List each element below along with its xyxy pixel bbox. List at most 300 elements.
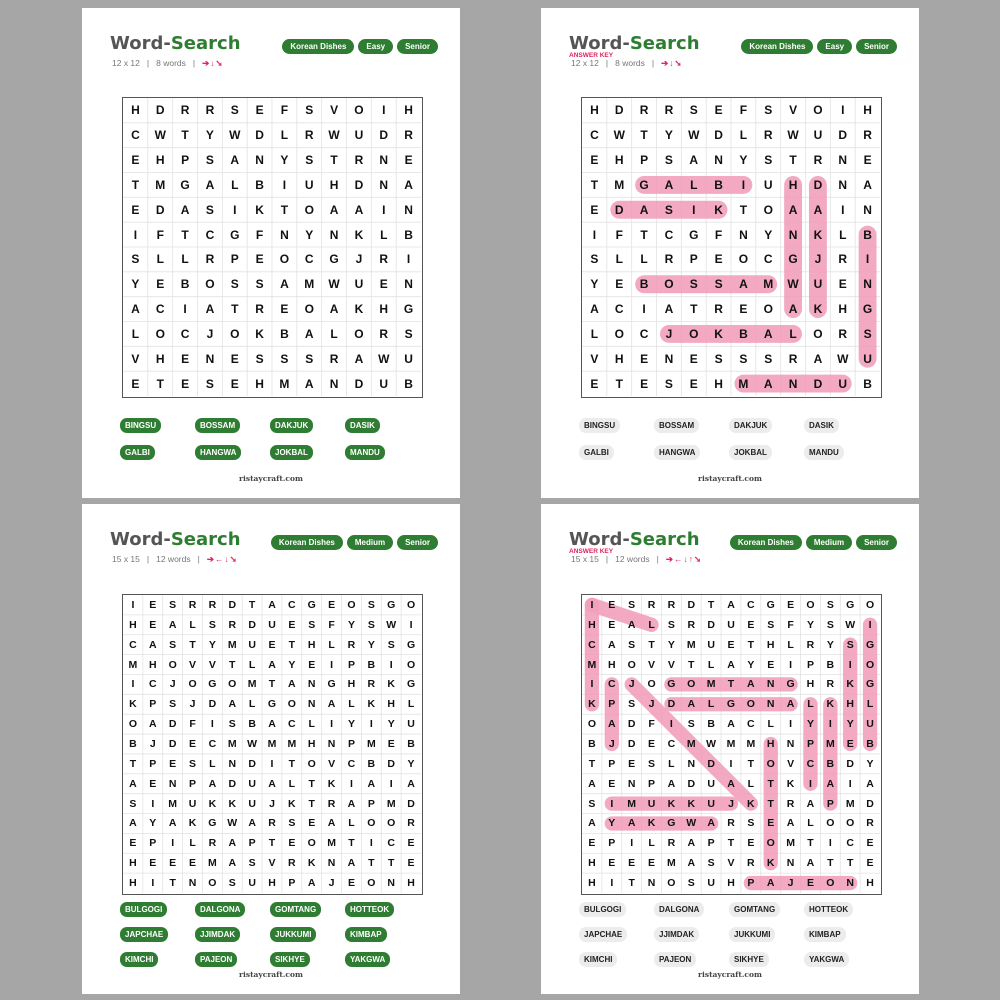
grid-letter: T bbox=[747, 638, 755, 651]
word-list-item: GALBI bbox=[579, 445, 614, 460]
grid-letter: G bbox=[689, 227, 699, 242]
grid-letter: O bbox=[304, 302, 314, 317]
title-part: Word bbox=[569, 33, 623, 54]
word-list-item: BULGOGI bbox=[579, 902, 626, 917]
grid-letter: I bbox=[592, 227, 597, 242]
grid-letter: S bbox=[664, 202, 673, 217]
grid-letter: A bbox=[205, 177, 215, 192]
grid-letter: H bbox=[806, 678, 815, 691]
grid-letter: H bbox=[329, 177, 339, 192]
grid-letter: O bbox=[667, 877, 676, 890]
grid-letter: A bbox=[268, 598, 276, 611]
grid-letter: Y bbox=[866, 757, 874, 770]
grid-letter: N bbox=[404, 277, 413, 292]
grid-letter: T bbox=[846, 857, 854, 870]
answer-key-label: ANSWER KEY bbox=[569, 52, 614, 59]
grid-letter: E bbox=[169, 857, 177, 870]
word-list-item: DALGONA bbox=[195, 902, 245, 917]
grid-letter: W bbox=[688, 128, 700, 143]
grid-letter: S bbox=[826, 618, 834, 631]
word-list-item: MANDU bbox=[804, 445, 844, 460]
grid-letter: A bbox=[739, 277, 748, 292]
grid-letter: O bbox=[188, 678, 197, 691]
grid-letter: A bbox=[208, 777, 217, 790]
grid-letter: E bbox=[255, 103, 264, 118]
grid-letter: V bbox=[131, 351, 140, 366]
grid-letter: G bbox=[180, 177, 190, 192]
grid-letter: H bbox=[788, 177, 798, 192]
grid-letter: Y bbox=[305, 227, 314, 242]
grid-letter: U bbox=[379, 376, 389, 391]
grid-letter: K bbox=[647, 817, 656, 830]
grid-letter: B bbox=[129, 737, 137, 750]
site-footer: ristaycraft.com bbox=[698, 970, 762, 979]
grid-letter: S bbox=[590, 252, 599, 267]
grid-letter: R bbox=[404, 128, 413, 143]
word-list-item: HANGWA bbox=[654, 445, 700, 460]
grid-letter: E bbox=[747, 837, 755, 850]
tag-badge: Senior bbox=[856, 535, 897, 550]
grid-letter: G bbox=[766, 598, 775, 611]
grid-letter: E bbox=[806, 877, 814, 890]
grid-letter: L bbox=[648, 618, 655, 631]
grid-letter: T bbox=[767, 797, 774, 810]
title-part: Word bbox=[569, 529, 623, 550]
grid-letter: O bbox=[155, 326, 165, 341]
grid-letter: S bbox=[404, 326, 413, 341]
grid-letter: S bbox=[628, 638, 636, 651]
grid-letter: A bbox=[727, 658, 735, 671]
grid-letter: R bbox=[664, 252, 674, 267]
grid-letter: S bbox=[767, 618, 775, 631]
grid-letter: G bbox=[387, 598, 396, 611]
grid-letter: G bbox=[865, 678, 875, 691]
grid-letter: R bbox=[407, 817, 415, 830]
grid-letter: R bbox=[205, 103, 215, 118]
grid-letter: D bbox=[255, 128, 264, 143]
grid-letter: A bbox=[707, 817, 715, 830]
grid-letter: E bbox=[608, 777, 616, 790]
grid-letter: D bbox=[168, 737, 177, 750]
grid-letter: E bbox=[863, 153, 872, 168]
grid-letter: E bbox=[181, 351, 190, 366]
grid-letter: N bbox=[188, 877, 197, 890]
grid-letter: R bbox=[205, 252, 215, 267]
word-list-item: BOSSAM bbox=[195, 418, 240, 433]
grid-letter: E bbox=[767, 817, 775, 830]
grid-letter: S bbox=[664, 376, 673, 391]
grid-letter: A bbox=[205, 302, 215, 317]
grid-letter: S bbox=[131, 252, 140, 267]
grid-letter: S bbox=[189, 757, 197, 770]
grid-letter: E bbox=[590, 376, 599, 391]
grid-letter: M bbox=[227, 638, 237, 651]
grid-letter: L bbox=[739, 128, 748, 143]
word-list-item: JOKBAL bbox=[729, 445, 772, 460]
grid-letter: S bbox=[764, 153, 773, 168]
grid-letter: S bbox=[205, 376, 214, 391]
grid-letter: L bbox=[866, 698, 874, 711]
grid-letter: E bbox=[714, 103, 723, 118]
tag-list bbox=[741, 39, 897, 54]
grid-letter: V bbox=[787, 757, 795, 770]
grid-letter: H bbox=[727, 877, 735, 890]
grid-letter: A bbox=[806, 857, 815, 870]
grid-letter: A bbox=[689, 153, 699, 168]
grid-letter: T bbox=[767, 777, 774, 790]
site-footer: ristaycraft.com bbox=[698, 474, 762, 483]
grid-letter: M bbox=[686, 737, 696, 750]
grid-letter: I bbox=[389, 658, 393, 671]
grid-letter: O bbox=[367, 877, 376, 890]
grid-letter: K bbox=[327, 777, 336, 790]
tag-list bbox=[282, 39, 438, 54]
grid-letter: H bbox=[614, 153, 624, 168]
worksheet-page bbox=[541, 8, 919, 498]
grid-letter: R bbox=[188, 598, 197, 611]
grid-letter: O bbox=[664, 277, 674, 292]
grid-letter: S bbox=[288, 817, 296, 830]
grid-letter: D bbox=[813, 177, 823, 192]
grid-letter: E bbox=[189, 857, 197, 870]
grid-letter: V bbox=[328, 757, 336, 770]
grid-letter: H bbox=[129, 877, 137, 890]
title-part: Search bbox=[629, 529, 700, 550]
grid-letter: R bbox=[288, 857, 296, 870]
grid-letter: N bbox=[766, 678, 775, 691]
grid-letter: E bbox=[169, 757, 177, 770]
grid-letter: N bbox=[788, 376, 798, 391]
grid-letter: K bbox=[288, 797, 296, 810]
grid-letter: D bbox=[846, 757, 854, 770]
grid-letter: L bbox=[648, 837, 655, 850]
grid-letter: I bbox=[868, 618, 872, 631]
grid-letter: M bbox=[267, 737, 277, 750]
grid-letter: H bbox=[590, 103, 599, 118]
grid-letter: E bbox=[739, 302, 748, 317]
grid-letter: I bbox=[729, 757, 733, 770]
grid-letter: S bbox=[664, 153, 673, 168]
grid-letter: N bbox=[280, 227, 289, 242]
grid-letter: O bbox=[587, 718, 597, 731]
grid-letter: A bbox=[588, 777, 596, 790]
grid-letter: K bbox=[667, 797, 676, 810]
grid-letter: R bbox=[180, 103, 190, 118]
grid-letter: I bbox=[369, 718, 373, 731]
grid-letter: U bbox=[707, 777, 715, 790]
grid-letter: F bbox=[615, 227, 623, 242]
grid-letter: L bbox=[615, 252, 623, 267]
grid-letter: O bbox=[304, 202, 314, 217]
grid-letter: H bbox=[766, 638, 775, 651]
grid-letter: K bbox=[786, 777, 795, 790]
title-part: Search bbox=[170, 529, 241, 550]
grid-letter: S bbox=[714, 351, 723, 366]
grid-letter: A bbox=[354, 202, 364, 217]
grid-letter: A bbox=[813, 202, 823, 217]
grid-letter: T bbox=[648, 638, 655, 651]
grid-letter: O bbox=[687, 678, 696, 691]
grid-letter: H bbox=[838, 302, 848, 317]
grid-letter: R bbox=[379, 252, 389, 267]
grid-letter: T bbox=[739, 202, 748, 217]
grid-letter: E bbox=[838, 277, 847, 292]
grid-letter: P bbox=[608, 698, 616, 711]
grid-letter: S bbox=[707, 857, 715, 870]
grid-letter: P bbox=[640, 153, 649, 168]
tag-badge: Easy bbox=[358, 39, 393, 54]
grid-letter: L bbox=[280, 128, 289, 143]
grid-letter: T bbox=[348, 837, 355, 850]
grid-letter: R bbox=[863, 128, 872, 143]
grid-letter: M bbox=[208, 857, 217, 870]
grid-letter: N bbox=[307, 678, 316, 691]
grid-letter: D bbox=[228, 598, 237, 611]
grid-letter: P bbox=[707, 837, 715, 850]
tag-badge: Korean Dishes bbox=[741, 39, 813, 54]
page-title bbox=[110, 529, 241, 550]
grid-letter: W bbox=[328, 128, 340, 143]
grid-letter: R bbox=[208, 837, 217, 850]
grid-letter: M bbox=[587, 658, 597, 671]
grid-letter: P bbox=[367, 797, 375, 810]
grid-letter: E bbox=[189, 737, 197, 750]
grid-size-label: 15 x 15 bbox=[571, 554, 599, 564]
grid-letter: T bbox=[288, 757, 296, 770]
grid-letter: Y bbox=[367, 638, 375, 651]
grid-letter: C bbox=[387, 837, 395, 850]
grid-letter: O bbox=[367, 817, 376, 830]
grid-letter: D bbox=[168, 718, 177, 731]
grid-letter: A bbox=[280, 277, 289, 292]
grid-letter: I bbox=[210, 718, 214, 731]
grid-letter: I bbox=[828, 837, 832, 850]
grid-letter: S bbox=[129, 797, 137, 810]
grid-letter: S bbox=[255, 277, 264, 292]
grid-letter: M bbox=[287, 737, 297, 750]
worksheet-page bbox=[82, 504, 460, 994]
grid-letter: C bbox=[588, 638, 596, 651]
grid-letter: F bbox=[189, 718, 196, 731]
grid-letter: W bbox=[328, 277, 340, 292]
grid-letter: T bbox=[789, 153, 797, 168]
grid-letter: R bbox=[327, 797, 336, 810]
grid-letter: N bbox=[307, 698, 316, 711]
grid-letter: R bbox=[786, 797, 795, 810]
grid-letter: J bbox=[169, 678, 176, 691]
direction-arrows-icon: ➔↓➘ bbox=[661, 58, 683, 68]
grid-letter: I bbox=[233, 202, 237, 217]
grid-letter: I bbox=[131, 678, 135, 691]
letter-grid bbox=[122, 594, 423, 895]
grid-letter: L bbox=[330, 326, 338, 341]
title-part: Search bbox=[170, 33, 241, 54]
grid-letter: C bbox=[347, 757, 356, 770]
word-list-item: BOSSAM bbox=[654, 418, 699, 433]
grid-letter: S bbox=[169, 638, 177, 651]
grid-letter: I bbox=[133, 227, 138, 242]
grid-letter: T bbox=[248, 598, 256, 611]
title-part: - bbox=[622, 529, 630, 550]
grid-letter: S bbox=[228, 877, 236, 890]
grid-letter: S bbox=[387, 638, 395, 651]
grid-letter: E bbox=[308, 817, 316, 830]
grid-letter: P bbox=[689, 252, 698, 267]
grid-letter: G bbox=[667, 817, 676, 830]
grid-letter: L bbox=[131, 326, 140, 341]
grid-letter: I bbox=[865, 252, 870, 267]
grid-letter: O bbox=[766, 837, 775, 850]
grid-letter: E bbox=[628, 757, 636, 770]
grid-letter: G bbox=[846, 598, 855, 611]
grid-letter: S bbox=[308, 618, 316, 631]
grid-letter: O bbox=[746, 698, 755, 711]
grid-letter: O bbox=[230, 326, 240, 341]
grid-letter: G bbox=[327, 678, 336, 691]
grid-letter: A bbox=[347, 797, 356, 810]
grid-letter: A bbox=[304, 376, 314, 391]
grid-letter: I bbox=[406, 252, 411, 267]
grid-letter: M bbox=[227, 737, 237, 750]
grid-letter: O bbox=[347, 598, 356, 611]
grid-letter: R bbox=[866, 817, 874, 830]
grid-letter: V bbox=[189, 658, 197, 671]
grid-letter: A bbox=[354, 351, 364, 366]
grid-letter: M bbox=[763, 277, 774, 292]
direction-arrows-icon: ➔←↓↑➘ bbox=[665, 554, 703, 564]
grid-letter: L bbox=[348, 817, 355, 830]
grid-letter: U bbox=[707, 797, 715, 810]
grid-letter: S bbox=[305, 103, 314, 118]
grid-letter: S bbox=[687, 877, 695, 890]
grid-letter: A bbox=[863, 177, 872, 192]
page-title bbox=[569, 33, 700, 54]
grid-letter: R bbox=[208, 598, 217, 611]
grid-letter: A bbox=[786, 817, 795, 830]
tag-badge: Easy bbox=[817, 39, 852, 54]
grid-letter: E bbox=[689, 376, 698, 391]
grid-letter: I bbox=[131, 598, 135, 611]
grid-letter: A bbox=[129, 777, 137, 790]
grid-letter: J bbox=[628, 678, 635, 691]
grid-letter: T bbox=[707, 598, 715, 611]
puzzle-meta bbox=[571, 58, 683, 69]
grid-letter: K bbox=[188, 817, 197, 830]
grid-letter: H bbox=[588, 877, 596, 890]
grid-letter: L bbox=[707, 698, 715, 711]
grid-letter: P bbox=[806, 737, 814, 750]
grid-letter: H bbox=[129, 618, 137, 631]
grid-letter: T bbox=[640, 227, 648, 242]
grid-letter: T bbox=[280, 202, 289, 217]
grid-letter: S bbox=[588, 797, 596, 810]
grid-letter: K bbox=[826, 698, 835, 711]
grid-letter: I bbox=[409, 618, 413, 631]
grid-letter: A bbox=[727, 598, 735, 611]
grid-letter: K bbox=[714, 326, 723, 341]
grid-letter: A bbox=[329, 202, 339, 217]
grid-letter: W bbox=[686, 817, 697, 830]
grid-letter: M bbox=[786, 837, 795, 850]
grid-size-label: 15 x 15 bbox=[112, 554, 140, 564]
grid-letter: V bbox=[667, 658, 675, 671]
grid-letter: P bbox=[608, 837, 616, 850]
grid-letter: B bbox=[739, 326, 748, 341]
grid-letter: G bbox=[230, 227, 240, 242]
grid-letter: U bbox=[763, 177, 773, 192]
grid-letter: Y bbox=[590, 277, 599, 292]
grid-letter: O bbox=[168, 658, 177, 671]
tag-badge: Medium bbox=[806, 535, 852, 550]
grid-letter: N bbox=[863, 277, 872, 292]
grid-letter: A bbox=[180, 202, 190, 217]
word-list-item: JJIMDAK bbox=[654, 927, 699, 942]
grid-letter: L bbox=[248, 698, 256, 711]
grid-letter: T bbox=[181, 227, 189, 242]
grid-letter: W bbox=[227, 817, 238, 830]
grid-letter: I bbox=[841, 202, 845, 217]
grid-letter: E bbox=[387, 737, 395, 750]
grid-letter: P bbox=[230, 252, 239, 267]
grid-letter: E bbox=[181, 376, 190, 391]
grid-letter: B bbox=[826, 757, 835, 770]
separator: | bbox=[146, 58, 150, 68]
grid-letter: N bbox=[205, 351, 215, 366]
grid-letter: M bbox=[738, 376, 749, 391]
grid-letter: A bbox=[667, 777, 676, 790]
grid-letter: I bbox=[590, 598, 594, 611]
grid-letter: S bbox=[628, 598, 636, 611]
grid-letter: N bbox=[327, 737, 336, 750]
grid-letter: I bbox=[642, 302, 646, 317]
grid-letter: A bbox=[327, 817, 336, 830]
grid-letter: Y bbox=[149, 817, 157, 830]
grid-letter: E bbox=[407, 837, 415, 850]
grid-letter: A bbox=[806, 797, 815, 810]
grid-letter: H bbox=[155, 153, 165, 168]
grid-letter: G bbox=[726, 698, 736, 711]
grid-letter: L bbox=[407, 698, 415, 711]
grid-letter: S bbox=[714, 277, 723, 292]
grid-letter: R bbox=[714, 302, 723, 317]
grid-letter: M bbox=[627, 797, 637, 810]
grid-letter: O bbox=[354, 326, 364, 341]
grid-letter: V bbox=[727, 857, 735, 870]
grid-letter: E bbox=[131, 202, 140, 217]
grid-letter: H bbox=[307, 638, 316, 651]
grid-letter: V bbox=[789, 103, 798, 118]
grid-letter: S bbox=[280, 351, 289, 366]
grid-letter: T bbox=[231, 302, 239, 317]
grid-letter: F bbox=[648, 718, 655, 731]
grid-letter: E bbox=[379, 277, 388, 292]
grid-letter: J bbox=[206, 326, 214, 341]
grid-letter: L bbox=[308, 718, 315, 731]
grid-letter: S bbox=[367, 598, 375, 611]
grid-letter: H bbox=[407, 877, 415, 890]
grid-letter: C bbox=[304, 252, 314, 267]
grid-letter: A bbox=[407, 777, 415, 790]
grid-letter: G bbox=[307, 598, 316, 611]
word-list bbox=[579, 418, 879, 460]
grid-letter: A bbox=[248, 817, 256, 830]
grid-letter: E bbox=[767, 658, 775, 671]
grid-letter: C bbox=[288, 718, 296, 731]
tag-badge: Korean Dishes bbox=[730, 535, 802, 550]
grid-letter: U bbox=[304, 177, 314, 192]
grid-letter: A bbox=[304, 326, 314, 341]
worksheet-page bbox=[541, 504, 919, 994]
